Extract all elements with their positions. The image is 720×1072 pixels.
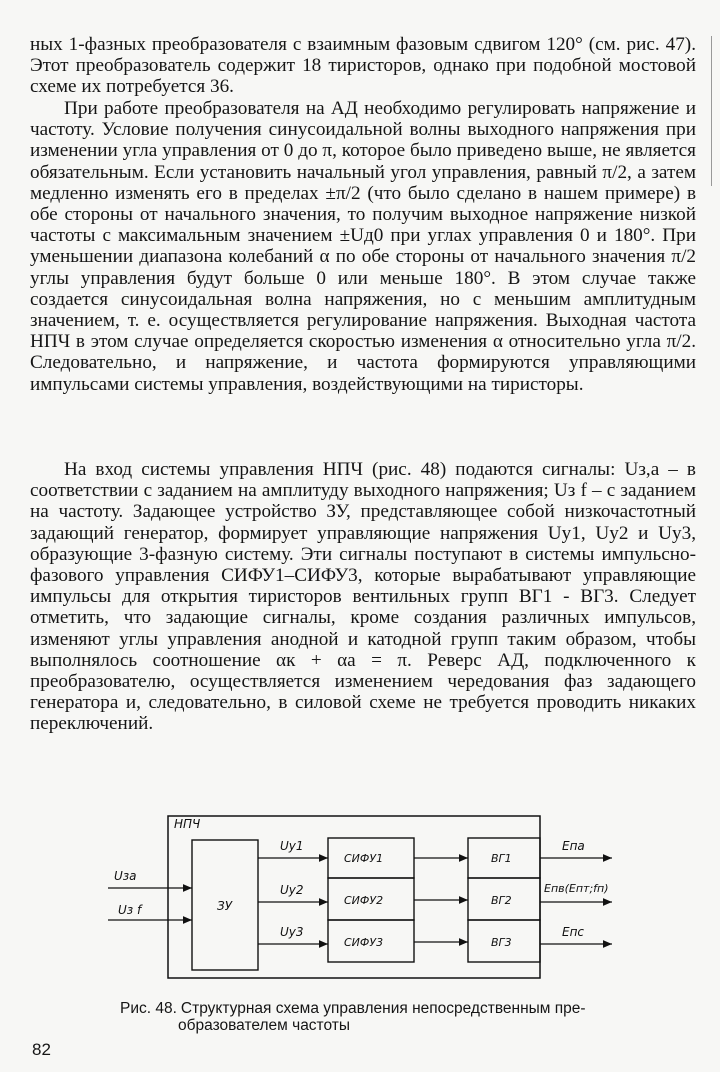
paragraph-text: При работе преобразователя на АД необходимо регулировать напряжение и частоту. Условие получения синусоидальной волны выходного напряжения при изменении угла управления от 0 до π, которое было приведено выше, не является обязательным. Если установить начальный угол управления, равный π/2, а затем медленно изменять его в пределах ±π/2 (что было сделано в нашем примере) в обе стороны от начального значения, то получим выходное напряжение низкой частоты с максимальным значением ±Uд0 при углах управления 0 и 180°. При уменьшении диапазона колебаний α по обе стороны от начального значения π/2 углы управления будут больше 0 или меньше 180°. В этом случае также создается синусоидальная волна напряжения, но с меньшим амплитудным значением, т. е. осуществляется регулирование напряжения. Выходная частота НПЧ в этом случае определяется скоростью изменения α относительно угла π/2. Следовательно, и напряжение, и частота формируются управляющими импульсами системы управления, воздействующими на тиристоры.: [30, 98, 696, 395]
sifu1-label: СИФУ1: [344, 852, 384, 865]
input-label-frequency: Uз f: [118, 903, 142, 917]
output-label-a: Eпа: [562, 839, 585, 853]
vg1-label: ВГ1: [491, 852, 512, 865]
vg2-label: ВГ2: [491, 894, 512, 907]
diagram-svg: [104, 810, 624, 1000]
output-label-c: Eпс: [562, 925, 585, 939]
caption-label: Рис. 48.: [120, 1000, 177, 1017]
zu-label: ЗУ: [217, 899, 233, 913]
input-label-amplitude: Uза: [114, 869, 137, 883]
figure-caption: [120, 1000, 620, 1034]
signal-label-1: Uу1: [280, 839, 304, 853]
margin-line: [709, 36, 712, 186]
signal-label-3: Uу3: [280, 925, 304, 939]
frame-label: НПЧ: [174, 817, 201, 831]
vg3-label: ВГ3: [491, 936, 512, 949]
sifu3-label: СИФУ3: [344, 936, 384, 949]
paragraph-continuation: [30, 34, 696, 98]
signal-label-2: Uу2: [280, 883, 304, 897]
output-label-b: Eпв(Eпт;fп): [544, 882, 609, 895]
paragraph-regulation: [30, 98, 696, 395]
sifu2-label: СИФУ2: [344, 894, 384, 907]
caption-line-1: Структурная схема управления непосредственным пре-: [180, 1000, 586, 1017]
paragraph-text: На вход системы управления НПЧ (рис. 48) подаются сигналы: Uз,а – в соответствии с заданием на амплитуду выходного напряжения; Uз f – с заданием на частоту. Задающее устройство ЗУ, представляющее собой низкочастотный задающий генератор, формирует управляющие напряжения Uу1, Uу2 и Uу3, образующие 3-фазную систему. Эти сигналы поступают в системы импульсно-фазового управления СИФУ1–СИФУ3, которые вырабатывают управляющие импульсы для открытия тиристоров вентильных групп ВГ1 - ВГ3. Следует отметить, что задающие сигналы, кроме создания различных импульсов, изменяют углы управления анодной и катодной групп таким образом, чтобы выполнялось соотношение αк + αа = π. Реверс АД, подключенного к преобразователю, осуществляется изменением чередования фаз задающего генератора и, следовательно, в силовой схеме не требуется проводить никаких переключений.: [30, 459, 696, 735]
page-number: 82: [32, 1040, 51, 1059]
block-diagram: [104, 810, 624, 1000]
caption-line-2: образователем частоты: [178, 1017, 351, 1034]
paragraph-control-system: [30, 459, 696, 735]
paragraph-text: ных 1-фазных преобразователя с взаимным фазовым сдвигом 120° (см. рис. 47). Этот преобразователь содержит 18 тиристоров, однако при подобной мостовой схеме их потребуется 36.: [30, 34, 696, 98]
